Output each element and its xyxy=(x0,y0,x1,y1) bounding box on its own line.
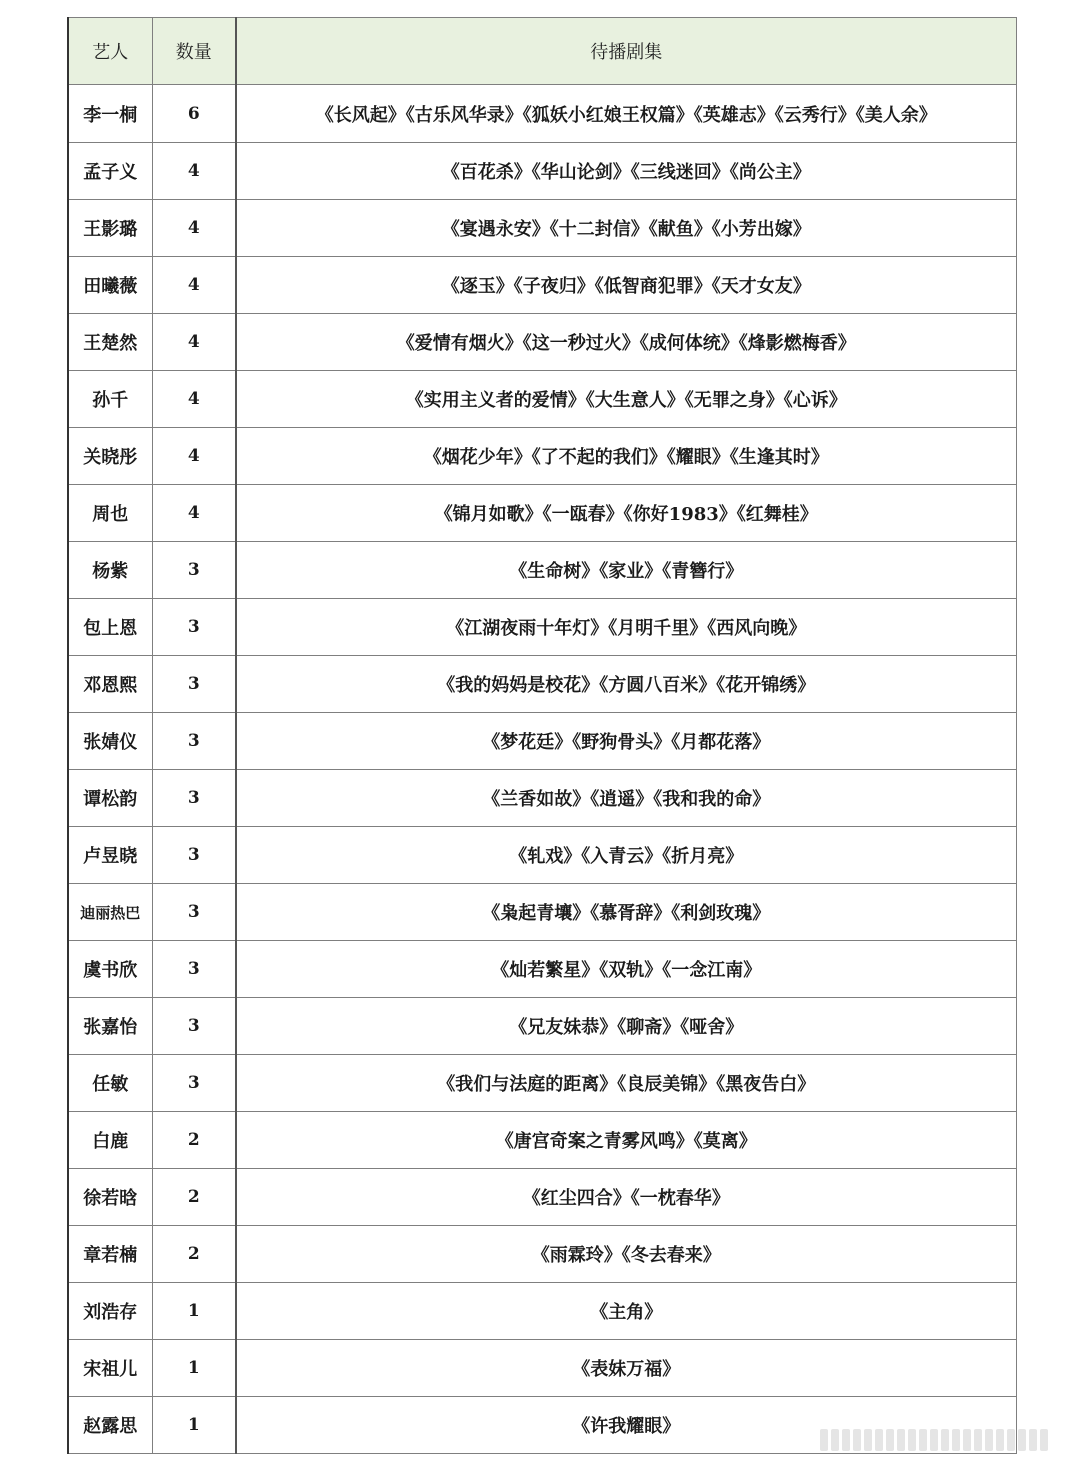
table-row xyxy=(68,542,1016,599)
artist-cell: 卢昱晓 xyxy=(68,827,152,884)
count-cell: 4 xyxy=(152,314,236,371)
watermark-mark xyxy=(985,1429,993,1451)
shows-cell: 《兄友妹恭》《聊斋》《哑舍》 xyxy=(236,998,1016,1055)
header-count: 数量 xyxy=(152,18,236,85)
shows-cell: 《锦月如歌》《一瓯春》《你好1983》《红舞桂》 xyxy=(236,485,1016,542)
count-cell: 1 xyxy=(152,1397,236,1454)
table-row xyxy=(68,713,1016,770)
table-row xyxy=(68,941,1016,998)
artist-cell: 王楚然 xyxy=(68,314,152,371)
table-row xyxy=(68,143,1016,200)
count-cell: 4 xyxy=(152,200,236,257)
watermark-mark xyxy=(897,1429,905,1451)
count-cell: 3 xyxy=(152,884,236,941)
count-cell: 1 xyxy=(152,1283,236,1340)
table-row xyxy=(68,85,1016,143)
artist-cell: 王影璐 xyxy=(68,200,152,257)
table-row xyxy=(68,1112,1016,1169)
shows-cell: 《烟花少年》《了不起的我们》《耀眼》《生逢其时》 xyxy=(236,428,1016,485)
count-cell: 6 xyxy=(152,85,236,143)
drama-table xyxy=(67,17,1017,1454)
count-cell: 3 xyxy=(152,1055,236,1112)
count-cell: 3 xyxy=(152,713,236,770)
table-row xyxy=(68,998,1016,1055)
watermark-mark xyxy=(941,1429,949,1451)
watermark-mark xyxy=(930,1429,938,1451)
shows-cell: 《红尘四合》《一枕春华》 xyxy=(236,1169,1016,1226)
watermark-mark xyxy=(908,1429,916,1451)
watermark xyxy=(820,1429,1048,1459)
table-row xyxy=(68,257,1016,314)
table-row xyxy=(68,1055,1016,1112)
artist-cell: 周也 xyxy=(68,485,152,542)
watermark-mark xyxy=(886,1429,894,1451)
count-cell: 4 xyxy=(152,485,236,542)
shows-cell: 《宴遇永安》《十二封信》《献鱼》《小芳出嫁》 xyxy=(236,200,1016,257)
artist-cell: 孟子义 xyxy=(68,143,152,200)
watermark-mark xyxy=(963,1429,971,1451)
table-row xyxy=(68,371,1016,428)
artist-cell: 杨紫 xyxy=(68,542,152,599)
watermark-mark xyxy=(875,1429,883,1451)
watermark-mark xyxy=(974,1429,982,1451)
table-row xyxy=(68,485,1016,542)
count-cell: 4 xyxy=(152,428,236,485)
shows-cell: 《枭起青壤》《慕胥辞》《利剑玫瑰》 xyxy=(236,884,1016,941)
shows-cell: 《轧戏》《入青云》《折月亮》 xyxy=(236,827,1016,884)
table-row xyxy=(68,656,1016,713)
table-row xyxy=(68,1283,1016,1340)
shows-cell: 《表妹万福》 xyxy=(236,1340,1016,1397)
shows-cell: 《梦花廷》《野狗骨头》《月都花落》 xyxy=(236,713,1016,770)
count-cell: 3 xyxy=(152,941,236,998)
artist-cell: 白鹿 xyxy=(68,1112,152,1169)
watermark-mark xyxy=(864,1429,872,1451)
artist-cell: 任敏 xyxy=(68,1055,152,1112)
table-row xyxy=(68,1340,1016,1397)
shows-cell: 《主角》 xyxy=(236,1283,1016,1340)
header-artist: 艺人 xyxy=(68,18,152,85)
watermark-mark xyxy=(1007,1429,1015,1451)
table-row xyxy=(68,770,1016,827)
artist-cell: 邓恩熙 xyxy=(68,656,152,713)
header-shows: 待播剧集 xyxy=(236,18,1016,85)
artist-cell: 田曦薇 xyxy=(68,257,152,314)
count-cell: 4 xyxy=(152,143,236,200)
watermark-mark xyxy=(842,1429,850,1451)
watermark-mark xyxy=(919,1429,927,1451)
artist-cell: 虞书欣 xyxy=(68,941,152,998)
count-cell: 4 xyxy=(152,257,236,314)
shows-cell: 《百花杀》《华山论剑》《三线迷回》《尚公主》 xyxy=(236,143,1016,200)
shows-cell: 《兰香如故》《逍遥》《我和我的命》 xyxy=(236,770,1016,827)
artist-cell: 章若楠 xyxy=(68,1226,152,1283)
shows-cell: 《江湖夜雨十年灯》《月明千里》《西风向晚》 xyxy=(236,599,1016,656)
table-row xyxy=(68,1169,1016,1226)
table-header xyxy=(68,18,1016,85)
count-cell: 4 xyxy=(152,371,236,428)
artist-cell: 宋祖儿 xyxy=(68,1340,152,1397)
count-cell: 2 xyxy=(152,1226,236,1283)
artist-cell: 李一桐 xyxy=(68,85,152,143)
count-cell: 3 xyxy=(152,770,236,827)
shows-cell: 《唐宫奇案之青雾风鸣》《莫离》 xyxy=(236,1112,1016,1169)
artist-cell: 包上恩 xyxy=(68,599,152,656)
count-cell: 3 xyxy=(152,542,236,599)
artist-cell: 张婧仪 xyxy=(68,713,152,770)
shows-cell: 《雨霖玲》《冬去春来》 xyxy=(236,1226,1016,1283)
shows-cell: 《实用主义者的爱情》《大生意人》《无罪之身》《心诉》 xyxy=(236,371,1016,428)
artist-cell: 迪丽热巴 xyxy=(68,884,152,941)
artist-cell: 赵露思 xyxy=(68,1397,152,1454)
table-row xyxy=(68,428,1016,485)
count-cell: 2 xyxy=(152,1112,236,1169)
table-row xyxy=(68,314,1016,371)
table-row xyxy=(68,599,1016,656)
shows-cell: 《我的妈妈是校花》《方圆八百米》《花开锦绣》 xyxy=(236,656,1016,713)
table-row xyxy=(68,884,1016,941)
shows-cell: 《长风起》《古乐风华录》《狐妖小红娘王权篇》《英雄志》《云秀行》《美人余》 xyxy=(236,85,1016,143)
count-cell: 1 xyxy=(152,1340,236,1397)
artist-cell: 谭松韵 xyxy=(68,770,152,827)
shows-cell: 《逐玉》《子夜归》《低智商犯罪》《天才女友》 xyxy=(236,257,1016,314)
count-cell: 3 xyxy=(152,827,236,884)
watermark-mark xyxy=(996,1429,1004,1451)
count-cell: 3 xyxy=(152,599,236,656)
watermark-mark xyxy=(853,1429,861,1451)
artist-cell: 关晓彤 xyxy=(68,428,152,485)
table-body xyxy=(68,85,1016,1454)
artist-cell: 刘浩存 xyxy=(68,1283,152,1340)
count-cell: 3 xyxy=(152,998,236,1055)
shows-cell: 《灿若繁星》《双轨》《一念江南》 xyxy=(236,941,1016,998)
watermark-mark xyxy=(952,1429,960,1451)
shows-cell: 《我们与法庭的距离》《良辰美锦》《黑夜告白》 xyxy=(236,1055,1016,1112)
count-cell: 2 xyxy=(152,1169,236,1226)
header-row xyxy=(68,18,1016,85)
watermark-mark xyxy=(831,1429,839,1451)
watermark-mark xyxy=(1018,1429,1026,1451)
watermark-mark xyxy=(1029,1429,1037,1451)
count-cell: 3 xyxy=(152,656,236,713)
table-row xyxy=(68,827,1016,884)
artist-cell: 孙千 xyxy=(68,371,152,428)
shows-cell: 《爱情有烟火》《这一秒过火》《成何体统》《烽影燃梅香》 xyxy=(236,314,1016,371)
artist-cell: 张嘉怡 xyxy=(68,998,152,1055)
table-row xyxy=(68,1226,1016,1283)
shows-cell: 《许我耀眼》 xyxy=(236,1397,1016,1454)
artist-cell: 徐若晗 xyxy=(68,1169,152,1226)
watermark-mark xyxy=(1040,1429,1048,1451)
table-row xyxy=(68,200,1016,257)
shows-cell: 《生命树》《家业》《青簪行》 xyxy=(236,542,1016,599)
watermark-mark xyxy=(820,1429,828,1451)
